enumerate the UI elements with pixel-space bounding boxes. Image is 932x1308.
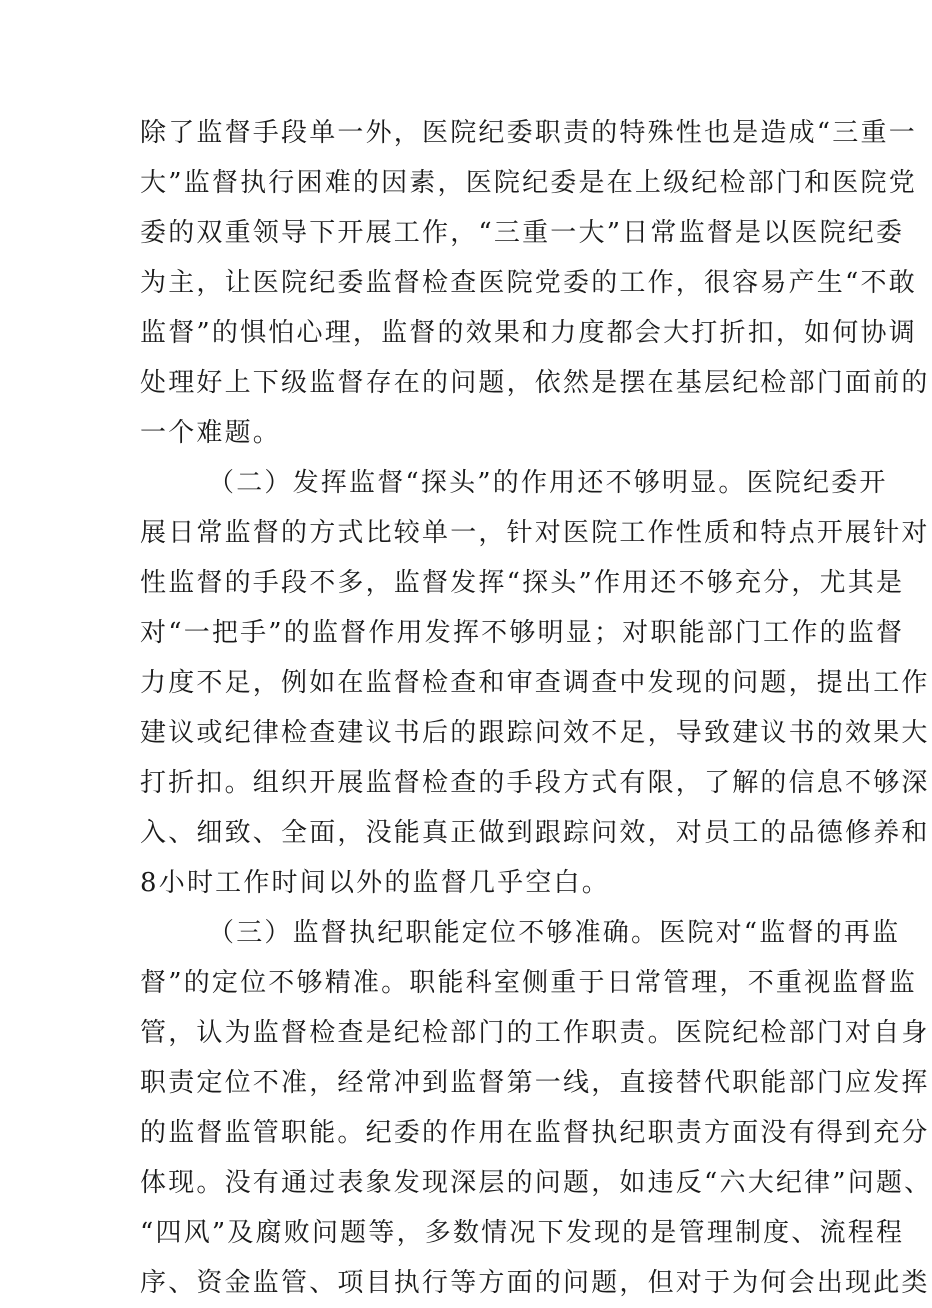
section-heading-line: （二）发挥监督“探头”的作用还不够明显。医院纪委开 xyxy=(208,468,888,498)
text-line: 为主，让医院纪委监督检查医院党委的工作，很容易产生“不敢 xyxy=(140,268,917,298)
section-heading-line: （三）监督执纪职能定位不够准确。医院对“监督的再监 xyxy=(208,918,901,948)
text-line: 职责定位不准，经常冲到监督第一线，直接替代职能部门应发挥 xyxy=(140,1068,930,1098)
text-line: 性监督的手段不多，监督发挥“探头”作用还不够充分，尤其是 xyxy=(140,568,905,598)
text-line: 序、资金监管、项目执行等方面的问题，但对于为何会出现此类 xyxy=(140,1268,930,1298)
text-line: 督”的定位不够精准。职能科室侧重于日常管理，不重视监督监 xyxy=(140,968,917,998)
text-line: 建议或纪律检查建议书后的跟踪问效不足，导致建议书的效果大 xyxy=(140,718,930,748)
text-line: 展日常监督的方式比较单一，针对医院工作性质和特点开展针对 xyxy=(140,518,930,548)
text-line: “四风”及腐败问题等，多数情况下发现的是管理制度、流程程 xyxy=(140,1218,905,1248)
text-line: 入、细致、全面，没能真正做到跟踪问效，对员工的品德修养和 xyxy=(140,818,930,848)
text-line: 的监督监管职能。纪委的作用在监督执纪职责方面没有得到充分 xyxy=(140,1118,930,1148)
text-line: 监督”的惧怕心理，监督的效果和力度都会大打折扣，如何协调 xyxy=(140,318,917,348)
document-body xyxy=(140,108,932,1308)
text-line: 体现。没有通过表象发现深层的问题，如违反“六大纪律”问题、 xyxy=(140,1168,932,1198)
text-line: 处理好上下级监督存在的问题，依然是摆在基层纪检部门面前的 xyxy=(140,368,930,398)
text-line: 力度不足，例如在监督检查和审查调查中发现的问题，提出工作 xyxy=(140,668,930,698)
text-line: 8小时工作时间以外的监督几乎空白。 xyxy=(140,868,610,898)
text-line: 对“一把手”的监督作用发挥不够明显；对职能部门工作的监督 xyxy=(140,618,905,648)
text-line: 打折扣。组织开展监督检查的手段方式有限，了解的信息不够深 xyxy=(140,768,930,798)
text-line: 大”监督执行困难的因素，医院纪委是在上级纪检部门和医院党 xyxy=(140,168,917,198)
text-line: 管，认为监督检查是纪检部门的工作职责。医院纪检部门对自身 xyxy=(140,1018,930,1048)
text-line: 委的双重领导下开展工作，“三重一大”日常监督是以医院纪委 xyxy=(140,218,905,248)
text-line: 一个难题。 xyxy=(140,418,282,448)
text-line: 除了监督手段单一外，医院纪委职责的特殊性也是造成“三重一 xyxy=(140,118,917,148)
